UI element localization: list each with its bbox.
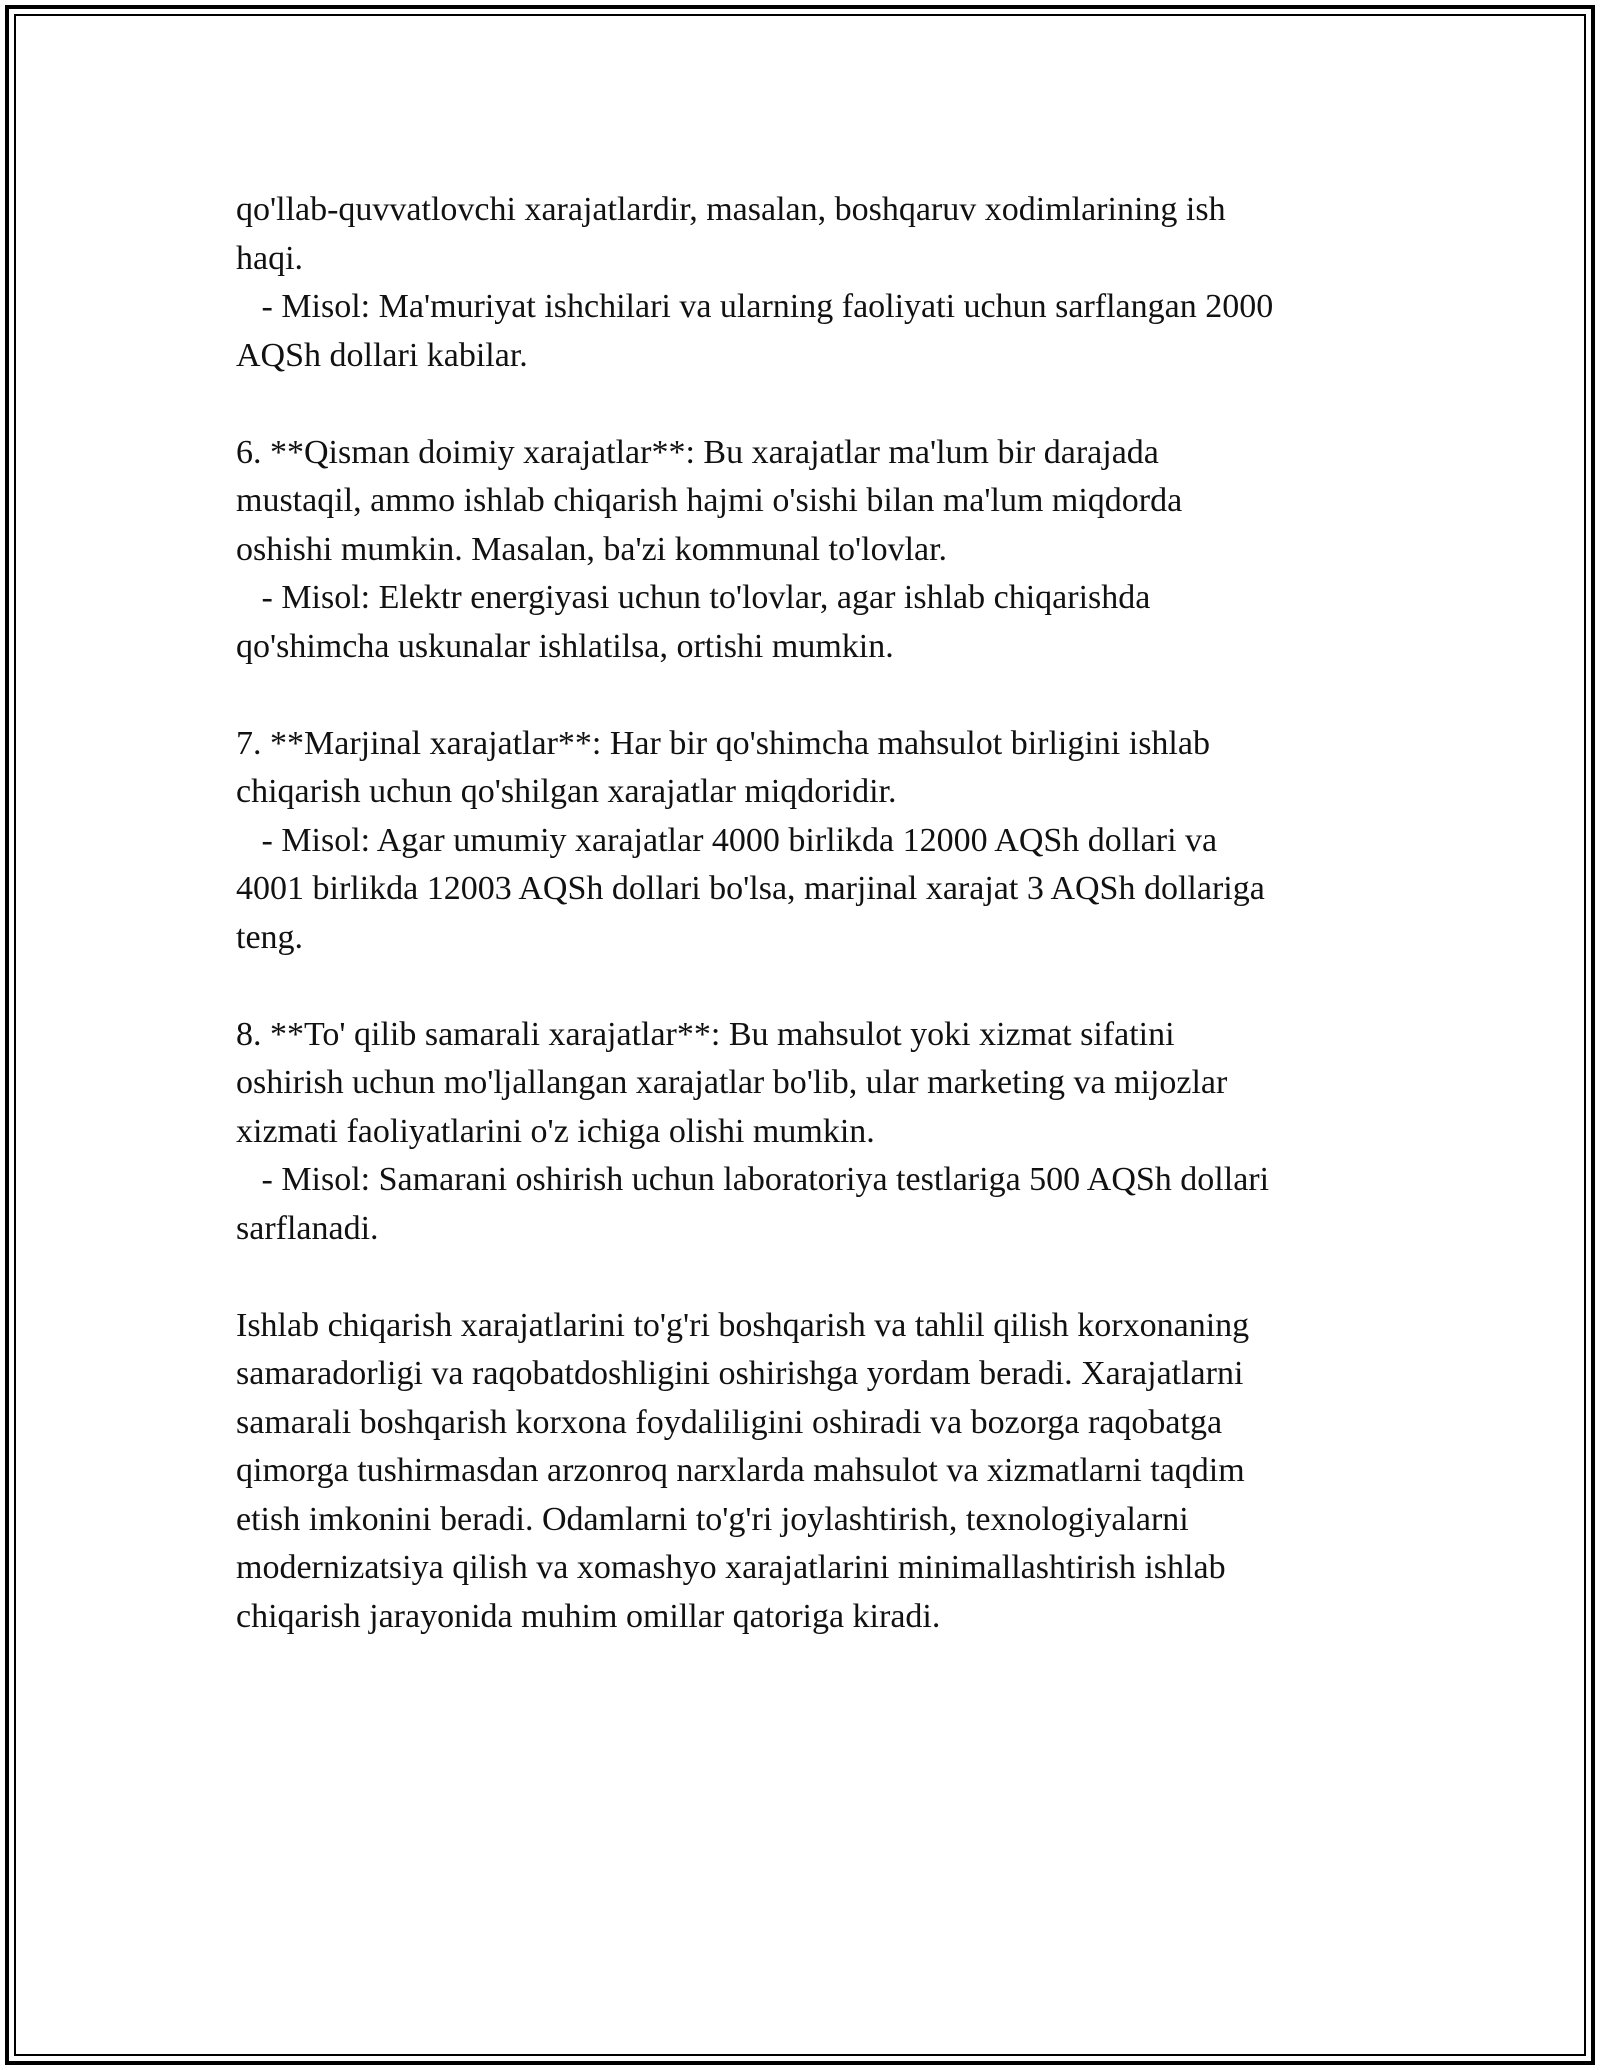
text-line: oshirish uchun mo'ljallangan xarajatlar bo'lib, ular marketing va mijozlar	[236, 1064, 1228, 1101]
document-body	[236, 186, 1366, 1690]
text-line: - Misol: Elektr energiyasi uchun to'lovlar, agar ishlab chiqarishda	[236, 579, 1151, 616]
paragraph-item-6	[236, 429, 1366, 672]
text-line: 6. **Qisman doimiy xarajatlar**: Bu xarajatlar ma'lum bir darajada	[236, 433, 1159, 471]
text-line: samarali boshqarish korxona foydaliligini oshiradi va bozorga raqobatga	[236, 1403, 1223, 1441]
text-line: sarflanadi.	[236, 1209, 379, 1247]
text-line: 7. **Marjinal xarajatlar**: Har bir qo'shimcha mahsulot birligini ishlab	[236, 724, 1210, 762]
text-line: mustaqil, ammo ishlab chiqarish hajmi o'sishi bilan ma'lum miqdorda	[236, 482, 1183, 519]
text-line: modernizatsiya qilish va xomashyo xarajatlarini minimallashtirish ishlab	[236, 1549, 1226, 1586]
text-line: chiqarish uchun qo'shilgan xarajatlar miqdoridir.	[236, 773, 897, 810]
paragraph-item-7	[236, 720, 1366, 963]
text-line: - Misol: Samarani oshirish uchun laboratoriya testlariga 500 AQSh dollari	[236, 1161, 1270, 1198]
text-line: 4001 birlikda 12003 AQSh dollari bo'lsa, marjinal xarajat 3 AQSh dollariga	[236, 870, 1265, 907]
text-line: oshishi mumkin. Masalan, ba'zi kommunal to'lovlar.	[236, 530, 948, 568]
text-line: samaradorligi va raqobatdoshligini oshirishga yordam beradi. Xarajatlarni	[236, 1355, 1244, 1392]
text-line: Ishlab chiqarish xarajatlarini to'g'ri boshqarish va tahlil qilish korxonaning	[236, 1306, 1250, 1344]
text-line: - Misol: Agar umumiy xarajatlar 4000 birlikda 12000 AQSh dollari va	[236, 821, 1218, 859]
paragraph-continuation	[236, 186, 1366, 380]
text-line: 8. **To' qilib samarali xarajatlar**: Bu mahsulot yoki xizmat sifatini	[236, 1015, 1175, 1053]
text-line: - Misol: Ma'muriyat ishchilari va ularning faoliyati uchun sarflangan 2000	[236, 288, 1274, 325]
text-line: xizmati faoliyatlarini o'z ichiga olishi mumkin.	[236, 1112, 875, 1150]
text-line: haqi.	[236, 239, 304, 277]
text-line: qo'shimcha uskunalar ishlatilsa, ortishi mumkin.	[236, 627, 894, 665]
text-line: teng.	[236, 918, 304, 956]
paragraph-item-8	[236, 1011, 1366, 1254]
text-line: qimorga tushirmasdan arzonroq narxlarda mahsulot va xizmatlarni taqdim	[236, 1452, 1245, 1489]
text-line: qo'llab-quvvatlovchi xarajatlardir, masalan, boshqaruv xodimlarining ish	[236, 191, 1226, 228]
text-line: etish imkonini beradi. Odamlarni to'g'ri joylashtirish, texnologiyalarni	[236, 1500, 1189, 1538]
paragraph-conclusion	[236, 1302, 1366, 1642]
text-line: AQSh dollari kabilar.	[236, 336, 528, 374]
text-line: chiqarish jarayonida muhim omillar qatoriga kiradi.	[236, 1597, 941, 1635]
